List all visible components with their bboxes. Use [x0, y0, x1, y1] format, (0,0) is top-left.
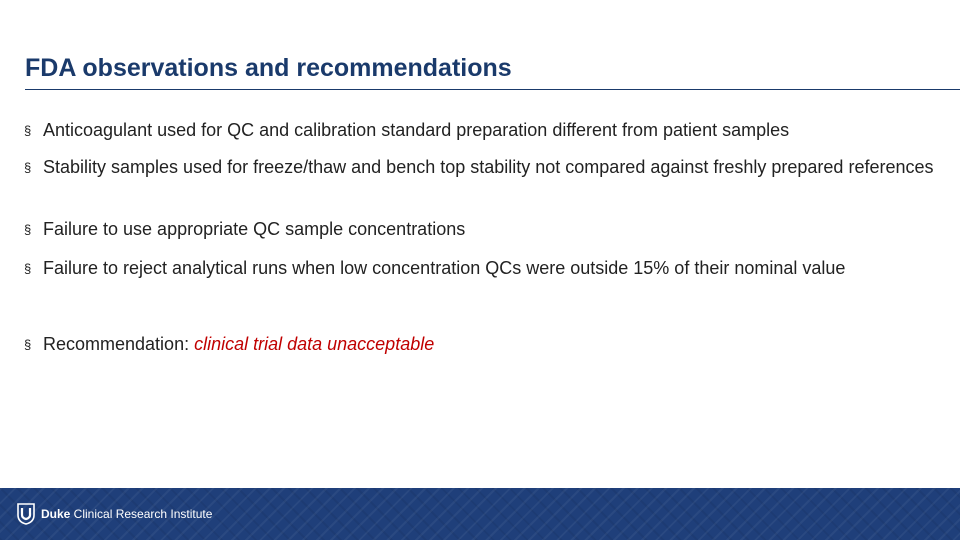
recommendation-label: Recommendation: — [43, 334, 195, 354]
bullet-marker: § — [24, 261, 32, 276]
recommendation-value: clinical trial data unacceptable — [194, 334, 435, 354]
bullet-marker: § — [24, 160, 32, 175]
bullet-marker: § — [24, 222, 32, 237]
slide-title: FDA observations and recommendations — [25, 54, 512, 82]
duke-shield-icon — [17, 503, 35, 525]
recommendation-item — [24, 333, 939, 356]
bullet-text: Anticoagulant used for QC and calibration standard preparation different from patient samples — [43, 120, 790, 140]
title-underline — [25, 89, 960, 90]
bullet-marker: § — [24, 337, 32, 352]
logo-bold-text: Duke — [41, 507, 71, 521]
logo-wordmark — [41, 507, 212, 521]
bullet-item — [24, 156, 939, 179]
bullet-text: Failure to reject analytical runs when low concentration QCs were outside 15% of their nominal value — [43, 258, 846, 278]
bullet-item — [24, 218, 939, 241]
bullet-marker: § — [24, 123, 32, 138]
bullet-text: Failure to use appropriate QC sample concentrations — [43, 219, 466, 239]
recommendation-text — [43, 333, 939, 356]
bullet-item — [24, 257, 939, 280]
duke-logo — [17, 503, 212, 525]
bullet-item — [24, 119, 939, 142]
logo-rest-text: Clinical Research Institute — [70, 507, 213, 521]
bullet-text: Stability samples used for freeze/thaw and bench top stability not compared against freshly prepared references — [43, 157, 934, 177]
